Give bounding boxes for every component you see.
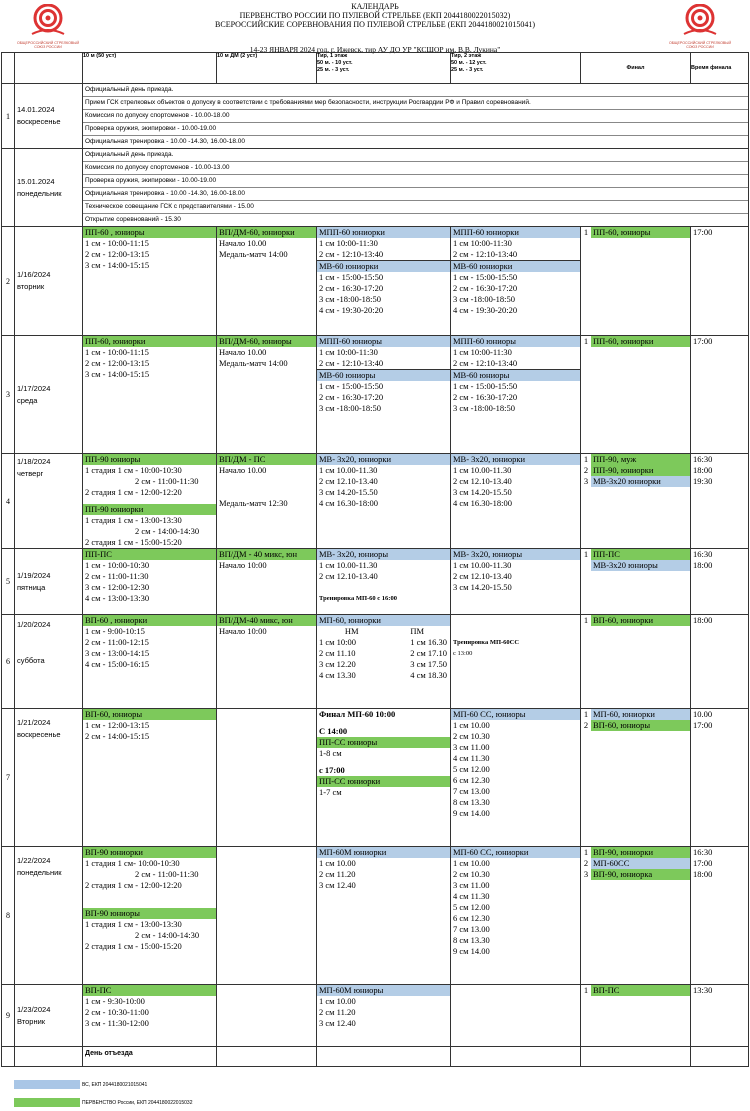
cell-10m-dm: ВП/ДМ-40 микс, юн Начало 10:00 (217, 615, 317, 709)
day-notes: Официальный день приезда. Комиссия по допуску спортсменов - 10.00-13.00 Проверка оружия, экипировки - 10.00-19.00 Официальная тренировка - 10.00 -14.30, 16.00-18.00 Техническое совещание ГСК с представителями - 15.00 Открытие соревнований - 15.30 (83, 149, 749, 227)
event-title: МВ- 3х20, юниорки (317, 454, 450, 465)
day-number: 6 (2, 615, 15, 709)
logo-left (15, 4, 81, 48)
cell-10m: ПП-60 , юниоры 1 см - 10:00-11:15 2 см - 12:00-13:15 3 см - 14:00-15:15 (83, 227, 217, 336)
cell-10m-dm (217, 709, 317, 847)
event-title: МП-60 СС, юниоры (451, 709, 580, 720)
col-header-time-final: Время финала (691, 53, 749, 84)
cell-tir2: МП-60 СС, юниорки 1 см 10.00 2 см 10.30 3 см 11.00 4 см 11.30 5 см 12.00 6 см 12.30 7 см 13.00 8 см 13.30 9 см 14.00 (451, 847, 581, 985)
event-title: МП-60 СС, юниорки (451, 847, 580, 858)
legend-swatch (14, 1098, 80, 1107)
event-title: ВП-90 юниоры (83, 908, 216, 919)
cell-tir1: МВ- 3х20, юниоры 1 см 10.00-11.30 2 см 12.10-13.40 Тренировка МП-60 с 16:00 (317, 549, 451, 615)
cell-10m-dm: ВП/ДМ - ПС Начало 10.00 Медаль-матч 12:30 (217, 454, 317, 549)
day-date: 1/16/2024 вторник (15, 227, 83, 336)
logo-right (667, 4, 733, 48)
cell-10m: ПП-90 юниоры 1 стадия 1 см - 10:00-10:30 2 см - 11:00-11:30 2 стадия 1 см - 12:00-12:20 ПП-90 юниорки 1 стадия 1 см - 13:00-13:30 2 см - 14:00-14:30 2 стадия 1 см - 15:00-15:20 (83, 454, 217, 549)
legend-label: ПЕРВЕНСТВО России, ЕКП 2044180022015032 (82, 1099, 193, 1106)
cell-tir1: МПП-60 юниоры 1 см 10:00-11:30 2 см - 12:10-13:40 МВ-60 юниоры 1 см - 15:00-15:50 2 см - 16:30-17:20 3 см -18:00-18:50 (317, 336, 451, 454)
cell-final-time: 10.00 17:00 (691, 709, 749, 847)
day-row (2, 454, 749, 549)
cell-10m: ВП-60 , юниорки 1 см - 9:00-10:15 2 см - 11:00-12:15 3 см - 13:00-14:15 4 см - 15:00-16:15 (83, 615, 217, 709)
cell-final: 1 ВП-90, юниорки 2 МП-60СС 3 ВП-90, юниорка (581, 847, 691, 985)
event-title: ВП/ДМ-60, юниорки (217, 227, 316, 238)
event-title: МВ- 3х20, юниоры (317, 549, 450, 560)
heading-line: КАЛЕНДАРЬ (351, 2, 399, 11)
event-title: ПП-60, юниорки (83, 336, 216, 347)
target-logo-icon (680, 4, 720, 40)
legend-item-pr (14, 1098, 192, 1107)
event-title: ВП/ДМ-60, юниоры (217, 336, 316, 347)
event-title: ПП-СС юниорки (317, 776, 450, 787)
cell-10m: ВП-ПС 1 см - 9:30-10:00 2 см - 10:30-11:00 3 см - 11:30-12:00 (83, 985, 217, 1047)
day-date: 1/17/2024 среда (15, 336, 83, 454)
day-row (2, 84, 749, 149)
event-title: МВ- 3х20, юниоры (451, 549, 580, 560)
cell-final: 1 ПП-ПС МВ-3х20 юниоры (581, 549, 691, 615)
cell-tir2: МПП-60 юниоры 1 см 10:00-11:30 2 см - 12:10-13:40 МВ-60 юниоры 1 см - 15:00-15:50 2 см - 16:30-17:20 3 см -18:00-18:50 (451, 336, 581, 454)
training-note: Тренировка МП-60 с 16:00 (319, 595, 397, 602)
cell-final-time: 16:30 18:00 (691, 549, 749, 615)
day-row (2, 847, 749, 985)
heading-line: ВСЕРОССИЙСКИЕ СОРЕВНОВАНИЯ ПО ПУЛЕВОЙ СТРЕЛЬБЕ (ЕКП 2044180021015041) (215, 20, 535, 29)
cell-final: 1 ПП-60, юниоры (581, 227, 691, 336)
day-number: 2 (2, 227, 15, 336)
cell-10m: ПП-60, юниорки 1 см - 10:00-11:15 2 см - 12:00-13:15 3 см - 14:00-15:15 (83, 336, 217, 454)
cell-final-time: 16:30 18:00 19:30 (691, 454, 749, 549)
event-title: МП-60М юниорки (317, 847, 450, 858)
day-date: 1/22/2024 понедельник (15, 847, 83, 985)
cell-10m: ВП-60, юниоры 1 см - 12:00-13:15 2 см - 14:00-15:15 (83, 709, 217, 847)
col-header-final: Финал (581, 53, 691, 84)
event-title: ПП-60 , юниоры (83, 227, 216, 238)
event-title: МВ- 3х20, юниорки (451, 454, 580, 465)
cell-10m: ВП-90 юниорки 1 стадия 1 см- 10:00-10:30 2 см - 11:00-11:30 2 стадия 1 см - 12:00-12:20 ВП-90 юниоры 1 стадия 1 см - 13:00-13:30 2 см - 14:00-14:30 2 стадия 1 см - 15:00-15:20 (83, 847, 217, 985)
event-title: ВП-60 , юниорки (83, 615, 216, 626)
event-title: МПП-60 юниорки (317, 227, 450, 238)
event-title: ПП-СС юниоры (317, 737, 450, 748)
event-title: МВ-60 юниорки (451, 261, 580, 272)
cell-10m-dm: ВП/ДМ-60, юниорки Начало 10.00 Медаль-матч 14:00 (217, 227, 317, 336)
day-notes: Официальный день приезда. Прием ГСК стрелковых объектов о допуску в соответствии с требованиями мер безопасности, инструкции Росгвардии РФ и Правил соревнований. Комиссия по допуску спортсменов - 10.00-18.00 Проверка оружия, экипировки - 10.00-19.00 Официальная тренировка - 10.00 -14.30, 16.00-18.00 (83, 84, 749, 149)
day-number: 8 (2, 847, 15, 985)
cell-tir2: МП-60 СС, юниоры 1 см 10.00 2 см 10.30 3 см 11.00 4 см 11.30 5 см 12.00 6 см 12.30 7 см 13.00 8 см 13.30 9 см 14.00 (451, 709, 581, 847)
day-number (2, 149, 15, 227)
day-row (2, 227, 749, 336)
event-title: ПП-ПС (83, 549, 216, 560)
day-number: 5 (2, 549, 15, 615)
cell-final: 1 ПП-90, муж 2 ПП-90, юниорки 3 МВ-3х20 юниорки (581, 454, 691, 549)
day-date: 14.01.2024 воскресенье (15, 84, 83, 149)
day-date: 1/21/2024 воскресенье (15, 709, 83, 847)
event-title: ВП-60, юниоры (83, 709, 216, 720)
cell-tir2: Тренировка МП-60СС с 13:00 (451, 615, 581, 709)
day-number: 7 (2, 709, 15, 847)
day-number: 9 (2, 985, 15, 1047)
cell-tir1: МВ- 3х20, юниорки 1 см 10.00-11.30 2 см 12.10-13.40 3 см 14.20-15.50 4 см 16.30-18:00 (317, 454, 451, 549)
day-date: 1/20/2024 суббота (15, 615, 83, 709)
day-number: 3 (2, 336, 15, 454)
event-title: МП-60, юниорки (317, 615, 450, 626)
cell-10m-dm (217, 847, 317, 985)
col-header-tir2: Тир, 2 этаж 50 м. - 12 уст. 25 м. - 3 уст. (451, 53, 581, 84)
day-date: 15.01.2024 понедельник (15, 149, 83, 227)
document-heading (100, 2, 650, 29)
day-number: 4 (2, 454, 15, 549)
cell-10m: ПП-ПС 1 см - 10:00-10:30 2 см - 11:00-11:30 3 см - 12:00-12:30 4 см - 13:00-13:30 (83, 549, 217, 615)
legend-swatch (14, 1080, 80, 1089)
day-date: 1/19/2024 пятница (15, 549, 83, 615)
final-title: Финал МП-60 10:00 (319, 709, 396, 719)
cell-10m-dm: ВП/ДМ - 40 микс, юн Начало 10:00 (217, 549, 317, 615)
cell-final-time: 13:30 (691, 985, 749, 1047)
event-title: МПП-60 юниоры (317, 336, 450, 347)
legend-item-vs (14, 1080, 147, 1089)
day-row (2, 149, 749, 227)
event-title: МВ-60 юниоры (451, 370, 580, 381)
cell-final: 1 ПП-60, юниорки (581, 336, 691, 454)
col-header-10m-dm: 10 м ДМ (2 уст) (217, 53, 317, 84)
day-row (2, 985, 749, 1047)
cell-final: 1 ВП-60, юниорки (581, 615, 691, 709)
event-title: ПП-90 юниоры (83, 454, 216, 465)
cell-final: 1 ВП-ПС (581, 985, 691, 1047)
event-title: МВ-60 юниоры (317, 370, 450, 381)
col-header-10m: 10 м (50 уст) (83, 53, 217, 84)
cell-tir1: МПП-60 юниорки 1 см 10:00-11:30 2 см - 12:10-13:40 МВ-60 юниорки 1 см - 15:00-15:50 2 см - 16:30-17:20 3 см -18:00-18:50 4 см - 19:30-20:20 (317, 227, 451, 336)
event-title: МП-60М юниоры (317, 985, 450, 996)
event-title: МПП-60 юниоры (451, 336, 580, 347)
day-row (2, 549, 749, 615)
target-logo-icon (28, 4, 68, 40)
departure-label: День отъезда (83, 1047, 217, 1067)
cell-tir1: Финал МП-60 10:00 С 14:00 ПП-СС юниоры 1-8 см с 17:00 ПП-СС юниорки 1-7 см (317, 709, 451, 847)
training-note: Тренировка МП-60СС (453, 639, 520, 646)
departure-row (2, 1047, 749, 1067)
cell-tir2: МПП-60 юниорки 1 см 10:00-11:30 2 см - 12:10-13:40 МВ-60 юниорки 1 см - 15:00-15:50 2 см - 16:30-17:20 3 см -18:00-18:50 4 см - 19:30-20:20 (451, 227, 581, 336)
event-dates-location: 14-23 ЯНВАРЯ 2024 год, г. Ижевск, тир АУ ДО УР "КСШОР им. В.В. Лукина" (249, 45, 501, 54)
logo-caption: ОБЩЕРОССИЙСКИЙ СТРЕЛКОВЫЙ СОЮЗ РОССИИ (16, 41, 80, 49)
cell-final-time: 18:00 (691, 615, 749, 709)
cell-tir1: МП-60М юниорки 1 см 10.00 2 см 11.20 3 см 12.40 (317, 847, 451, 985)
event-title: ВП-ПС (83, 985, 216, 996)
cell-final: 1 МП-60, юниорки 2 ВП-60, юниоры (581, 709, 691, 847)
day-number: 1 (2, 84, 15, 149)
event-title: ВП/ДМ - ПС (217, 454, 316, 465)
day-row (2, 336, 749, 454)
header-row (2, 53, 749, 84)
event-title: МПП-60 юниорки (451, 227, 580, 238)
event-title: ВП/ДМ - 40 микс, юн (217, 549, 316, 560)
cell-tir1: МП-60, юниорки НМ ПМ 1 см 10:00 1 см 16.30 2 см 11.10 2 см 17.10 3 см 12.20 3 см 17.50 4 см 13.30 4 см 18.30 (317, 615, 451, 709)
event-title: ПП-90 юниорки (83, 504, 216, 515)
day-row (2, 709, 749, 847)
day-date: 1/23/2024 Вторник (15, 985, 83, 1047)
cell-10m-dm: ВП/ДМ-60, юниоры Начало 10.00 Медаль-матч 14:00 (217, 336, 317, 454)
event-title: МВ-60 юниорки (317, 261, 450, 272)
event-title: ВП-90 юниорки (83, 847, 216, 858)
cell-10m-dm (217, 985, 317, 1047)
cell-tir1: МП-60М юниоры 1 см 10.00 2 см 11.20 3 см 12.40 (317, 985, 451, 1047)
cell-tir2: МВ- 3х20, юниоры 1 см 10.00-11.30 2 см 12.10-13.40 3 см 14.20-15.50 (451, 549, 581, 615)
logo-caption: ОБЩЕРОССИЙСКИЙ СТРЕЛКОВЫЙ СОЮЗ РОССИИ (668, 41, 732, 49)
cell-final-time: 16:30 17:00 18:00 (691, 847, 749, 985)
cell-tir2: МВ- 3х20, юниорки 1 см 10.00-11.30 2 см 12.10-13.40 3 см 14.20-15.50 4 см 16.30-18:00 (451, 454, 581, 549)
heading-line: ПЕРВЕНСТВО РОССИИ ПО ПУЛЕВОЙ СТРЕЛЬБЕ (ЕКП 2044180022015032) (239, 11, 511, 20)
col-header-tir1: Тир, 1 этаж 50 м. - 10 уст. 25 м. - 3 уст. (317, 53, 451, 84)
event-title: ВП/ДМ-40 микс, юн (217, 615, 316, 626)
cell-tir2 (451, 985, 581, 1047)
schedule-table (1, 52, 749, 1067)
legend-label: ВС, ЕКП 2044180021015041 (82, 1081, 148, 1088)
cell-final-time: 17:00 (691, 227, 749, 336)
day-date: 1/18/2024 четверг (15, 454, 83, 549)
day-row (2, 615, 749, 709)
cell-final-time: 17:00 (691, 336, 749, 454)
